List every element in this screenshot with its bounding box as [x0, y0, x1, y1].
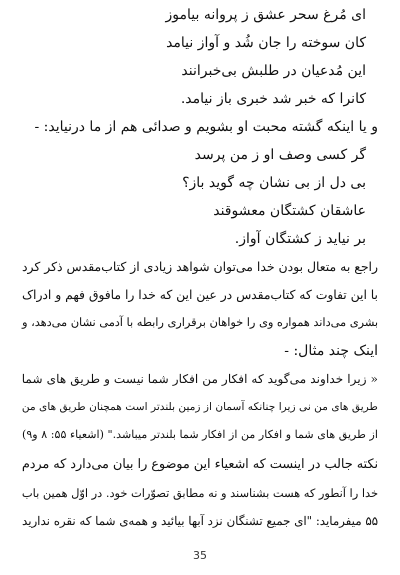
poem-line: ای مُرغ سحر عشق ز پروانه بیاموز: [165, 7, 366, 23]
poem-line: عاشقان کشتگان معشوقند: [213, 203, 366, 219]
poem-line: بر نیاید ز کشتگان آواز.: [234, 231, 366, 247]
poem-line: بی دل از بی نشان چه گوید باز؟: [182, 175, 366, 191]
paragraph-line: خدا را آنطور که هست بشناسند و نه مطابق تصوّرات خود. در اوّل همین باب: [21, 486, 378, 500]
page-number: 35: [193, 549, 207, 562]
poem-line: این مُدعیان در طلبش بی‌خبرانند: [181, 63, 366, 79]
paragraph-line: بشری می‌داند همواره وی را خواهان برقراری رابطه با آدمی نشان می‌دهد، و: [22, 316, 378, 329]
paragraph-line: اینک چند مثال: -: [284, 343, 378, 359]
paragraph-line: نکته جالب در اینست که اشعیاء این موضوع را بیان می‌دارد که مردم: [21, 457, 378, 472]
quote-line: طریق های من نی زیرا چنانکه آسمان از زمین بلندتر است همچنان طریق های من: [21, 400, 378, 413]
paragraph-line: راجع به متعال بودن خدا می‌توان شواهد زیادی از کتاب‌مقدس ذکر کرد: [22, 259, 378, 274]
paragraph-line: ۵۵ میفرماید: "ای جمیع تشنگان نزد آبها بیائید و همه‌ی شما که نقره ندارید: [22, 514, 378, 528]
paragraph-line: با این تفاوت که کتاب‌مقدس در عین این که خدا را مافوق فهم و ادراک: [22, 288, 378, 302]
quote-line: از طریق های شما و افکار من از افکار شما بلندتر میباشد." (اشعیاء ۵۵: ۸ و۹): [22, 428, 378, 441]
quote-line: « زیرا خداوند می‌گوید که افکار من افکار شما نیست و طریق های شما: [21, 372, 378, 386]
poem-line: کانرا که خبر شد خبری باز نیامد.: [180, 91, 366, 107]
text-line: و یا اینکه گشته محبت او بشویم و صدائی هم از ما درنیاید: -: [34, 119, 378, 135]
poem-line: گر کسی وصف او ز من پرسد: [194, 147, 366, 163]
poem-line: کان سوخته را جان شُد و آواز نیامد: [166, 35, 366, 51]
